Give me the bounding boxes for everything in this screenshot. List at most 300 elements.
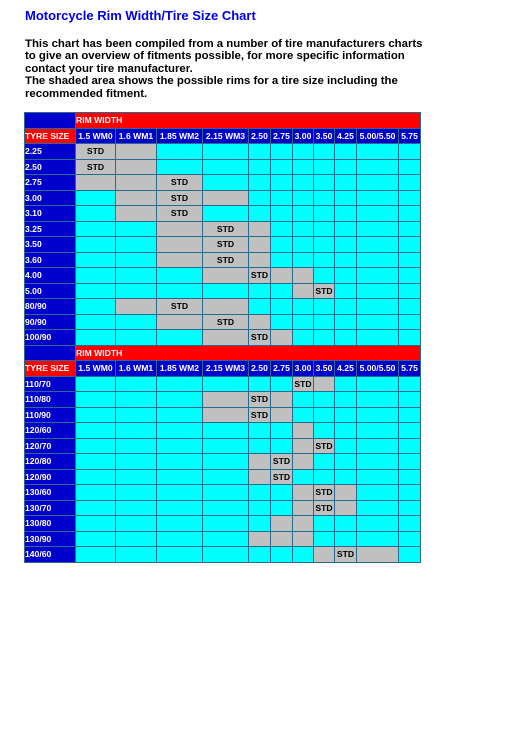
table-row (25, 206, 421, 222)
fitment-cell (314, 376, 335, 392)
fitment-cell (399, 190, 421, 206)
fitment-cell (271, 314, 293, 330)
fitment-cell (271, 485, 293, 501)
std-cell: STD (335, 547, 357, 563)
fitment-cell (399, 469, 421, 485)
fitment-cell (399, 268, 421, 284)
rim-width-header: 3.50 (314, 361, 335, 377)
fitment-cell (293, 423, 314, 439)
rim-width-header: 3.50 (314, 128, 335, 144)
fitment-cell (203, 423, 249, 439)
rim-width-header: 1.85 WM2 (157, 128, 203, 144)
fitment-cell (293, 314, 314, 330)
fitment-cell (357, 516, 399, 532)
fitment-cell (293, 547, 314, 563)
std-cell: STD (249, 330, 271, 346)
fitment-cell (399, 314, 421, 330)
fitment-cell (399, 299, 421, 315)
fitment-cell (314, 314, 335, 330)
fitment-cell (271, 190, 293, 206)
fitment-cell (335, 268, 357, 284)
fitment-cell (271, 330, 293, 346)
fitment-cell (335, 175, 357, 191)
fitment-cell (335, 221, 357, 237)
fitment-cell (357, 144, 399, 160)
fitment-cell (399, 206, 421, 222)
tyre-size-cell: 3.25 (25, 221, 76, 237)
fitment-cell (203, 144, 249, 160)
fitment-cell (357, 454, 399, 470)
rim-width-header: 1.5 WM0 (76, 128, 116, 144)
fitment-cell (357, 438, 399, 454)
fitment-cell (76, 314, 116, 330)
fitment-cell (314, 299, 335, 315)
fitment-cell (293, 516, 314, 532)
fitment-cell (399, 500, 421, 516)
tyre-size-cell: 2.75 (25, 175, 76, 191)
fitment-cell (76, 221, 116, 237)
fitment-cell (357, 283, 399, 299)
fitment-cell (293, 190, 314, 206)
fitment-cell (157, 268, 203, 284)
fitment-cell (116, 159, 157, 175)
fitment-cell (271, 423, 293, 439)
std-cell: STD (249, 392, 271, 408)
fitment-cell (293, 237, 314, 253)
std-cell: STD (203, 237, 249, 253)
fitment-cell (203, 547, 249, 563)
fitment-cell (116, 190, 157, 206)
fitment-cell (335, 190, 357, 206)
fitment-cell (157, 252, 203, 268)
table-row (25, 144, 421, 160)
fitment-cell (357, 423, 399, 439)
fitment-cell (76, 376, 116, 392)
fitment-cell (76, 299, 116, 315)
table-row (25, 159, 421, 175)
fitment-cell (335, 469, 357, 485)
fitment-cell (116, 314, 157, 330)
fitment-cell (249, 252, 271, 268)
std-cell: STD (157, 206, 203, 222)
fitment-cell (399, 454, 421, 470)
fitment-cell (116, 485, 157, 501)
fitment-cell (249, 454, 271, 470)
rim-width-header-row (25, 113, 421, 129)
fitment-cell (116, 547, 157, 563)
table-row (25, 283, 421, 299)
fitment-cell (116, 392, 157, 408)
fitment-cell (357, 206, 399, 222)
table-row (25, 252, 421, 268)
fitment-cell (76, 252, 116, 268)
std-cell: STD (76, 159, 116, 175)
fitment-cell (314, 190, 335, 206)
fitment-cell (399, 237, 421, 253)
fitment-cell (357, 330, 399, 346)
fitment-cell (335, 516, 357, 532)
fitment-cell (157, 392, 203, 408)
fitment-cell (249, 423, 271, 439)
fitment-cell (203, 330, 249, 346)
fitment-cell (357, 159, 399, 175)
fitment-cell (399, 144, 421, 160)
fitment-cell (249, 144, 271, 160)
fitment-cell (157, 221, 203, 237)
table-row (25, 392, 421, 408)
fitment-cell (249, 175, 271, 191)
fitment-cell (249, 376, 271, 392)
fitment-cell (203, 392, 249, 408)
intro-line: to give an overview of fitments possible, for more specific information (25, 50, 405, 63)
rim-width-header: 5.75 (399, 128, 421, 144)
fitment-cell (293, 469, 314, 485)
rim-width-header: 4.25 (335, 361, 357, 377)
fitment-cell (357, 407, 399, 423)
fitment-cell (76, 237, 116, 253)
fitment-cell (203, 175, 249, 191)
fitment-cell (293, 438, 314, 454)
fitment-cell (399, 392, 421, 408)
tyre-size-cell: 90/90 (25, 314, 76, 330)
fitment-cell (249, 283, 271, 299)
fitment-cell (76, 485, 116, 501)
fitment-cell (335, 237, 357, 253)
fitment-cell (335, 206, 357, 222)
fitment-cell (335, 438, 357, 454)
rim-width-header: 2.15 WM3 (203, 128, 249, 144)
table-row (25, 454, 421, 470)
std-cell: STD (249, 407, 271, 423)
fitment-cell (314, 221, 335, 237)
fitment-cell (76, 438, 116, 454)
fitment-cell (399, 547, 421, 563)
fitment-cell (249, 531, 271, 547)
fitment-cell (116, 438, 157, 454)
fitment-cell (399, 485, 421, 501)
tyre-size-cell: 130/80 (25, 516, 76, 532)
fitment-cell (203, 500, 249, 516)
tyre-size-cell: 3.60 (25, 252, 76, 268)
rim-width-header: 2.75 (271, 128, 293, 144)
std-cell: STD (203, 252, 249, 268)
fitment-cell (271, 268, 293, 284)
tyre-size-cell: 5.00 (25, 283, 76, 299)
fitment-cell (76, 454, 116, 470)
table-row (25, 330, 421, 346)
fitment-cell (157, 159, 203, 175)
fitment-cell (157, 423, 203, 439)
tyre-size-cell: 2.50 (25, 159, 76, 175)
fitment-cell (249, 438, 271, 454)
fitment-cell (203, 159, 249, 175)
fitment-cell (116, 144, 157, 160)
fitment-cell (116, 500, 157, 516)
fitment-cell (293, 299, 314, 315)
fitment-cell (335, 407, 357, 423)
fitment-cell (203, 531, 249, 547)
fitment-cell (116, 237, 157, 253)
fitment-cell (203, 268, 249, 284)
fitment-cell (76, 175, 116, 191)
fitment-cell (271, 252, 293, 268)
fitment-cell (357, 314, 399, 330)
rim-width-label: RIM WIDTH (76, 345, 421, 361)
fitment-cell (76, 469, 116, 485)
fitment-cell (249, 299, 271, 315)
rim-width-header: 2.50 (249, 128, 271, 144)
fitment-cell (116, 221, 157, 237)
table-row (25, 237, 421, 253)
fitment-cell (357, 500, 399, 516)
fitment-cell (335, 376, 357, 392)
tyre-size-cell: 130/90 (25, 531, 76, 547)
fitment-cell (399, 221, 421, 237)
table-row (25, 376, 421, 392)
table-row (25, 485, 421, 501)
fitment-cell (357, 376, 399, 392)
fitment-cell (314, 330, 335, 346)
fitment-cell (157, 516, 203, 532)
fitment-cell (335, 485, 357, 501)
fitment-cell (271, 516, 293, 532)
intro-line: recommended fitment. (25, 87, 148, 100)
fitment-cell (357, 469, 399, 485)
fitment-cell (271, 438, 293, 454)
fitment-cell (157, 376, 203, 392)
fitment-cell (271, 159, 293, 175)
rim-width-header: 2.75 (271, 361, 293, 377)
tyre-size-cell: 3.10 (25, 206, 76, 222)
fitment-cell (271, 299, 293, 315)
fitment-cell (157, 469, 203, 485)
fitment-cell (335, 392, 357, 408)
tyre-size-cell: 100/90 (25, 330, 76, 346)
fitment-cell (157, 407, 203, 423)
table-row (25, 299, 421, 315)
fitment-cell (157, 485, 203, 501)
fitment-cell (293, 330, 314, 346)
fitment-cell (157, 500, 203, 516)
fitment-cell (293, 283, 314, 299)
fitment-cell (271, 392, 293, 408)
column-header-row (25, 128, 421, 144)
fitment-cell (293, 268, 314, 284)
fitment-cell (357, 485, 399, 501)
intro-line: contact your tire manufacturer. (25, 62, 193, 75)
std-cell: STD (203, 221, 249, 237)
std-cell: STD (314, 283, 335, 299)
fitment-cell (271, 175, 293, 191)
fitment-cell (357, 221, 399, 237)
std-cell: STD (314, 438, 335, 454)
rim-width-header: 1.6 WM1 (116, 361, 157, 377)
fitment-cell (249, 469, 271, 485)
tyre-size-cell: 110/90 (25, 407, 76, 423)
fitment-cell (116, 330, 157, 346)
fitment-cell (203, 454, 249, 470)
fitment-cell (314, 454, 335, 470)
tyre-size-cell: 110/70 (25, 376, 76, 392)
table-row (25, 268, 421, 284)
fitment-cell (357, 299, 399, 315)
fitment-cell (314, 252, 335, 268)
fitment-cell (116, 268, 157, 284)
fitment-cell (335, 314, 357, 330)
table-row (25, 547, 421, 563)
fitment-cell (116, 252, 157, 268)
tyre-size-cell: 110/80 (25, 392, 76, 408)
fitment-cell (116, 376, 157, 392)
std-cell: STD (271, 469, 293, 485)
rim-width-header: 5.75 (399, 361, 421, 377)
fitment-cell (203, 283, 249, 299)
rim-width-header: 3.00 (293, 361, 314, 377)
fitment-cell (157, 144, 203, 160)
tyre-size-cell: 130/60 (25, 485, 76, 501)
fitment-cell (335, 423, 357, 439)
fitment-cell (271, 206, 293, 222)
std-cell: STD (157, 299, 203, 315)
table-row (25, 221, 421, 237)
fitment-cell (271, 500, 293, 516)
fitment-cell (357, 190, 399, 206)
fitment-cell (314, 469, 335, 485)
fitment-cell (399, 283, 421, 299)
fitment-cell (157, 531, 203, 547)
tyre-size-cell: 140/60 (25, 547, 76, 563)
fitment-cell (249, 500, 271, 516)
fitment-cell (399, 330, 421, 346)
fitment-cell (357, 237, 399, 253)
std-cell: STD (76, 144, 116, 160)
fitment-cell (116, 407, 157, 423)
tyre-size-header: TYRE SIZE (25, 128, 76, 144)
table-row (25, 407, 421, 423)
fitment-cell (116, 283, 157, 299)
fitment-cell (399, 516, 421, 532)
fitment-cell (271, 144, 293, 160)
fitment-cell (76, 392, 116, 408)
rim-width-header: 4.25 (335, 128, 357, 144)
fitment-cell (357, 547, 399, 563)
fitment-cell (116, 299, 157, 315)
fitment-cell (399, 423, 421, 439)
fitment-cell (314, 175, 335, 191)
header-corner (25, 345, 76, 361)
fitment-cell (157, 314, 203, 330)
fitment-cell (293, 159, 314, 175)
fitment-cell (271, 547, 293, 563)
std-cell: STD (157, 190, 203, 206)
fitment-cell (399, 175, 421, 191)
table-row (25, 175, 421, 191)
rim-width-header: 5.00/5.50 (357, 128, 399, 144)
fitment-cell (203, 299, 249, 315)
fitment-cell (76, 500, 116, 516)
fitment-cell (335, 283, 357, 299)
table-row (25, 531, 421, 547)
fitment-cell (357, 268, 399, 284)
fitment-cell (203, 376, 249, 392)
fitment-cell (293, 175, 314, 191)
rim-width-header: 1.85 WM2 (157, 361, 203, 377)
std-cell: STD (271, 454, 293, 470)
fitment-cell (335, 252, 357, 268)
fitment-cell (249, 485, 271, 501)
tyre-size-cell: 120/60 (25, 423, 76, 439)
fitment-cell (293, 531, 314, 547)
tyre-size-cell: 80/90 (25, 299, 76, 315)
fitment-cell (249, 516, 271, 532)
fitment-cell (314, 237, 335, 253)
rim-width-label: RIM WIDTH (76, 113, 421, 129)
fitment-cell (399, 438, 421, 454)
fitment-cell (293, 144, 314, 160)
tyre-size-cell: 3.50 (25, 237, 76, 253)
fitment-cell (157, 547, 203, 563)
std-cell: STD (249, 268, 271, 284)
fitment-cell (116, 175, 157, 191)
fitment-cell (116, 206, 157, 222)
fitment-cell (335, 500, 357, 516)
std-cell: STD (293, 376, 314, 392)
tyre-size-cell: 3.00 (25, 190, 76, 206)
fitment-cell (76, 206, 116, 222)
fitment-cell (249, 190, 271, 206)
tyre-size-cell: 130/70 (25, 500, 76, 516)
tyre-size-cell: 4.00 (25, 268, 76, 284)
fitment-cell (203, 206, 249, 222)
fitment-cell (203, 438, 249, 454)
fitment-cell (157, 237, 203, 253)
fitment-cell (314, 159, 335, 175)
fitment-cell (203, 516, 249, 532)
fitment-cell (76, 330, 116, 346)
fitment-cell (157, 454, 203, 470)
fitment-cell (157, 283, 203, 299)
std-cell: STD (314, 485, 335, 501)
intro-text (25, 38, 505, 100)
rim-width-header: 3.00 (293, 128, 314, 144)
page-title: Motorcycle Rim Width/Tire Size Chart (25, 8, 256, 23)
fitment-cell (249, 547, 271, 563)
fitment-cell (271, 531, 293, 547)
table-row (25, 500, 421, 516)
fitment-cell (76, 516, 116, 532)
tyre-size-cell: 120/70 (25, 438, 76, 454)
fitment-cell (293, 252, 314, 268)
intro-line: The shaded area shows the possible rims for a tire size including the (25, 75, 398, 88)
table-row (25, 190, 421, 206)
fitment-cell (293, 392, 314, 408)
fitment-cell (203, 485, 249, 501)
fitment-cell (335, 144, 357, 160)
fitment-cell (76, 547, 116, 563)
fitment-cell (116, 516, 157, 532)
fitment-cell (357, 392, 399, 408)
rim-width-header: 1.5 WM0 (76, 361, 116, 377)
fitment-cell (249, 221, 271, 237)
fitment-cell (314, 547, 335, 563)
fitment-cell (271, 221, 293, 237)
column-header-row (25, 361, 421, 377)
intro-line: This chart has been compiled from a number of tire manufacturers charts (25, 38, 423, 50)
fitment-cell (203, 190, 249, 206)
fitment-cell (271, 283, 293, 299)
fitment-cell (157, 438, 203, 454)
fitment-cell (293, 407, 314, 423)
